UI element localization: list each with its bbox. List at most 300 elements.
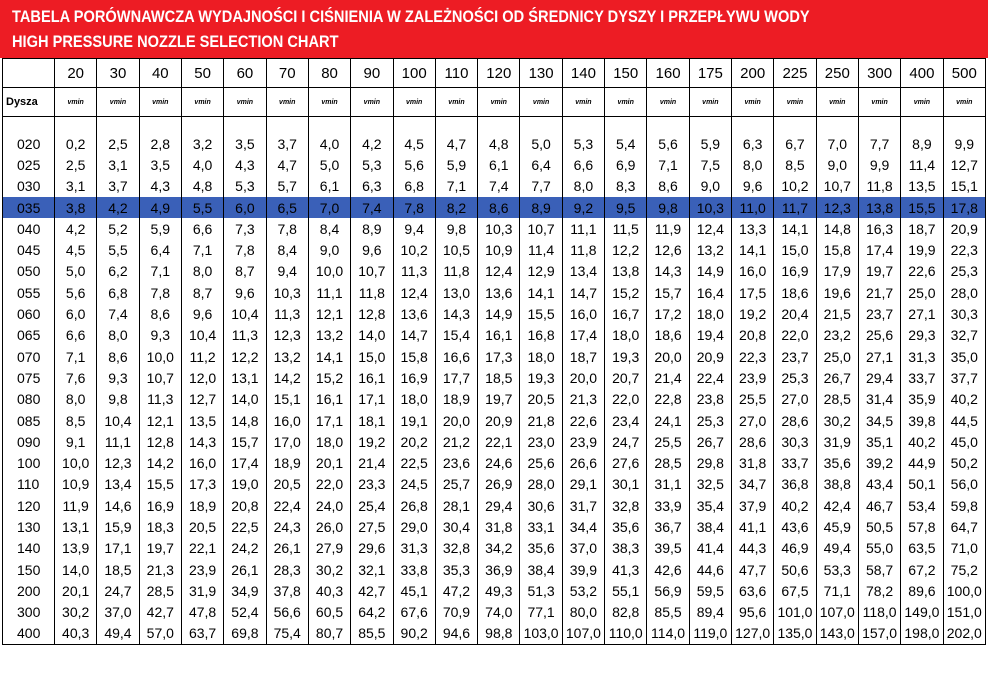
- flow-value-cell: 31,3: [901, 346, 943, 367]
- table-row: [3, 325, 986, 346]
- flow-value-cell: 16,0: [732, 261, 774, 282]
- flow-value-cell: 8,0: [55, 389, 97, 410]
- flow-value-cell: 6,8: [393, 176, 435, 197]
- flow-value-cell: 8,3: [605, 176, 647, 197]
- flow-value-cell: 34,9: [224, 580, 266, 601]
- flow-value-cell: 15,1: [266, 389, 308, 410]
- flow-value-cell: 15,7: [647, 282, 689, 303]
- unit-label-cell: vmin: [647, 88, 689, 117]
- flow-value-cell: 7,8: [393, 197, 435, 218]
- flow-value-cell: 22,4: [266, 495, 308, 516]
- flow-value-cell: 12,8: [139, 431, 181, 452]
- flow-value-cell: 32,8: [435, 538, 477, 559]
- flow-value-cell: 9,1: [55, 431, 97, 452]
- flow-value-cell: 47,8: [181, 602, 223, 623]
- flow-value-cell: 143,0: [816, 623, 858, 645]
- flow-value-cell: 22,3: [732, 346, 774, 367]
- nozzle-size-cell: 055: [3, 282, 55, 303]
- flow-value-cell: 14,1: [774, 218, 816, 239]
- flow-value-cell: 5,3: [224, 176, 266, 197]
- flow-value-cell: 37,0: [97, 602, 139, 623]
- spacer-cell: [393, 117, 435, 134]
- flow-value-cell: 4,5: [393, 133, 435, 154]
- flow-value-cell: 101,0: [774, 602, 816, 623]
- flow-value-cell: 13,8: [605, 261, 647, 282]
- flow-value-cell: 27,5: [351, 516, 393, 537]
- flow-value-cell: 14,8: [816, 218, 858, 239]
- flow-value-cell: 23,8: [689, 389, 731, 410]
- flow-value-cell: 23,9: [562, 431, 604, 452]
- flow-value-cell: 6,6: [181, 218, 223, 239]
- flow-value-cell: 35,6: [520, 538, 562, 559]
- flow-value-cell: 26,6: [562, 452, 604, 473]
- table-row: [3, 261, 986, 282]
- flow-value-cell: 29,4: [858, 367, 900, 388]
- flow-value-cell: 8,5: [774, 154, 816, 175]
- flow-value-cell: 32,5: [689, 474, 731, 495]
- flow-value-cell: 13,6: [478, 282, 520, 303]
- flow-value-cell: 17,3: [478, 346, 520, 367]
- flow-value-cell: 7,5: [689, 154, 731, 175]
- flow-value-cell: 7,1: [55, 346, 97, 367]
- spacer-cell: [774, 117, 816, 134]
- flow-value-cell: 20,8: [224, 495, 266, 516]
- flow-value-cell: 30,3: [943, 303, 985, 324]
- flow-value-cell: 25,3: [774, 367, 816, 388]
- flow-value-cell: 7,4: [351, 197, 393, 218]
- flow-value-cell: 5,9: [435, 154, 477, 175]
- flow-value-cell: 11,8: [858, 176, 900, 197]
- flow-value-cell: 71,0: [943, 538, 985, 559]
- pressure-header-cell: 500: [943, 59, 985, 88]
- flow-value-cell: 10,7: [351, 261, 393, 282]
- pressure-header-cell: 100: [393, 59, 435, 88]
- table-row: [3, 516, 986, 537]
- flow-value-cell: 118,0: [858, 602, 900, 623]
- flow-value-cell: 5,7: [266, 176, 308, 197]
- flow-value-cell: 22,6: [901, 261, 943, 282]
- flow-value-cell: 5,0: [520, 133, 562, 154]
- flow-value-cell: 80,0: [562, 602, 604, 623]
- nozzle-size-cell: 065: [3, 325, 55, 346]
- flow-value-cell: 27,0: [774, 389, 816, 410]
- flow-value-cell: 75,4: [266, 623, 308, 645]
- nozzle-size-cell: 020: [3, 133, 55, 154]
- flow-value-cell: 28,0: [520, 474, 562, 495]
- flow-value-cell: 9,6: [224, 282, 266, 303]
- nozzle-size-cell: 050: [3, 261, 55, 282]
- flow-value-cell: 10,4: [97, 410, 139, 431]
- flow-value-cell: 14,3: [181, 431, 223, 452]
- flow-value-cell: 3,5: [139, 154, 181, 175]
- nozzle-size-cell: 035: [3, 197, 55, 218]
- flow-value-cell: 25,0: [901, 282, 943, 303]
- flow-value-cell: 42,7: [351, 580, 393, 601]
- spacer-cell: [224, 117, 266, 134]
- flow-value-cell: 18,9: [266, 452, 308, 473]
- flow-value-cell: 9,4: [393, 218, 435, 239]
- flow-value-cell: 5,0: [55, 261, 97, 282]
- flow-value-cell: 14,3: [435, 303, 477, 324]
- flow-value-cell: 9,0: [689, 176, 731, 197]
- flow-value-cell: 29,0: [393, 516, 435, 537]
- flow-value-cell: 28,0: [943, 282, 985, 303]
- flow-value-cell: 18,0: [520, 346, 562, 367]
- flow-value-cell: 28,5: [647, 452, 689, 473]
- flow-value-cell: 21,3: [562, 389, 604, 410]
- flow-value-cell: 16,1: [478, 325, 520, 346]
- flow-value-cell: 10,3: [478, 218, 520, 239]
- spacer-cell: [689, 117, 731, 134]
- flow-value-cell: 8,9: [520, 197, 562, 218]
- flow-value-cell: 9,5: [605, 197, 647, 218]
- spacer-row: [3, 117, 986, 134]
- flow-value-cell: 25,6: [520, 452, 562, 473]
- flow-value-cell: 5,6: [55, 282, 97, 303]
- pressure-header-row: [3, 59, 986, 88]
- flow-value-cell: 13,3: [732, 218, 774, 239]
- flow-value-cell: 25,6: [858, 325, 900, 346]
- flow-value-cell: 15,4: [435, 325, 477, 346]
- flow-value-cell: 44,3: [732, 538, 774, 559]
- flow-value-cell: 39,5: [647, 538, 689, 559]
- flow-value-cell: 94,6: [435, 623, 477, 645]
- flow-value-cell: 6,2: [97, 261, 139, 282]
- flow-value-cell: 27,1: [858, 346, 900, 367]
- flow-value-cell: 11,1: [308, 282, 350, 303]
- flow-value-cell: 17,1: [308, 410, 350, 431]
- nozzle-size-cell: 080: [3, 389, 55, 410]
- flow-value-cell: 7,0: [816, 133, 858, 154]
- flow-value-cell: 6,0: [224, 197, 266, 218]
- table-body: [3, 59, 986, 645]
- nozzle-size-cell: 040: [3, 218, 55, 239]
- flow-value-cell: 7,7: [858, 133, 900, 154]
- flow-value-cell: 95,6: [732, 602, 774, 623]
- flow-value-cell: 8,6: [478, 197, 520, 218]
- flow-value-cell: 12,7: [943, 154, 985, 175]
- flow-value-cell: 8,7: [224, 261, 266, 282]
- spacer-cell: [55, 117, 97, 134]
- flow-value-cell: 13,8: [858, 197, 900, 218]
- flow-value-cell: 8,6: [97, 346, 139, 367]
- flow-value-cell: 8,4: [266, 239, 308, 260]
- pressure-header-cell: 70: [266, 59, 308, 88]
- flow-value-cell: 6,4: [139, 239, 181, 260]
- spacer-cell: [605, 117, 647, 134]
- flow-value-cell: 4,7: [266, 154, 308, 175]
- flow-value-cell: 8,0: [97, 325, 139, 346]
- flow-value-cell: 31,9: [816, 431, 858, 452]
- flow-value-cell: 15,0: [351, 346, 393, 367]
- flow-value-cell: 49,4: [97, 623, 139, 645]
- unit-label-cell: vmin: [562, 88, 604, 117]
- flow-value-cell: 29,4: [478, 495, 520, 516]
- flow-value-cell: 16,0: [266, 410, 308, 431]
- flow-value-cell: 13,0: [435, 282, 477, 303]
- nozzle-selection-table: [2, 58, 986, 645]
- flow-value-cell: 17,1: [97, 538, 139, 559]
- flow-value-cell: 29,8: [689, 452, 731, 473]
- nozzle-size-cell: 130: [3, 516, 55, 537]
- flow-value-cell: 10,0: [55, 452, 97, 473]
- flow-value-cell: 19,6: [816, 282, 858, 303]
- flow-value-cell: 11,3: [139, 389, 181, 410]
- flow-value-cell: 15,5: [520, 303, 562, 324]
- flow-value-cell: 14,7: [562, 282, 604, 303]
- flow-value-cell: 5,9: [689, 133, 731, 154]
- flow-value-cell: 59,5: [689, 580, 731, 601]
- unit-label-cell: vmin: [266, 88, 308, 117]
- flow-value-cell: 8,2: [435, 197, 477, 218]
- flow-value-cell: 40,2: [943, 389, 985, 410]
- nozzle-size-cell: 100: [3, 452, 55, 473]
- table-row-highlighted: [3, 197, 986, 218]
- flow-value-cell: 12,3: [97, 452, 139, 473]
- flow-value-cell: 45,9: [816, 516, 858, 537]
- flow-value-cell: 4,3: [224, 154, 266, 175]
- flow-value-cell: 4,8: [478, 133, 520, 154]
- flow-value-cell: 20,9: [689, 346, 731, 367]
- flow-value-cell: 21,2: [435, 431, 477, 452]
- flow-value-cell: 67,6: [393, 602, 435, 623]
- spacer-cell: [97, 117, 139, 134]
- flow-value-cell: 18,0: [308, 431, 350, 452]
- flow-value-cell: 4,5: [55, 239, 97, 260]
- nozzle-size-cell: 045: [3, 239, 55, 260]
- flow-value-cell: 3,8: [55, 197, 97, 218]
- flow-value-cell: 37,9: [732, 495, 774, 516]
- nozzle-size-cell: 140: [3, 538, 55, 559]
- table-row: [3, 559, 986, 580]
- spacer-cell: [732, 117, 774, 134]
- table-row: [3, 495, 986, 516]
- flow-value-cell: 25,4: [351, 495, 393, 516]
- flow-value-cell: 35,3: [435, 559, 477, 580]
- unit-label-cell: vmin: [816, 88, 858, 117]
- flow-value-cell: 11,8: [351, 282, 393, 303]
- flow-value-cell: 24,2: [224, 538, 266, 559]
- flow-value-cell: 14,7: [393, 325, 435, 346]
- flow-value-cell: 14,1: [732, 239, 774, 260]
- flow-value-cell: 32,8: [605, 495, 647, 516]
- flow-value-cell: 3,2: [181, 133, 223, 154]
- flow-value-cell: 47,2: [435, 580, 477, 601]
- table-row: [3, 474, 986, 495]
- flow-value-cell: 33,7: [774, 452, 816, 473]
- flow-value-cell: 12,7: [181, 389, 223, 410]
- flow-value-cell: 11,1: [97, 431, 139, 452]
- pressure-header-cell: 160: [647, 59, 689, 88]
- flow-value-cell: 13,5: [901, 176, 943, 197]
- flow-value-cell: 35,4: [689, 495, 731, 516]
- flow-value-cell: 7,1: [435, 176, 477, 197]
- flow-value-cell: 25,3: [689, 410, 731, 431]
- flow-value-cell: 23,0: [520, 431, 562, 452]
- flow-value-cell: 13,2: [308, 325, 350, 346]
- spacer-cell: [351, 117, 393, 134]
- flow-value-cell: 31,7: [562, 495, 604, 516]
- table-row: [3, 367, 986, 388]
- flow-value-cell: 71,1: [816, 580, 858, 601]
- flow-value-cell: 7,8: [266, 218, 308, 239]
- flow-value-cell: 13,9: [55, 538, 97, 559]
- pressure-header-cell: 120: [478, 59, 520, 88]
- flow-value-cell: 50,6: [774, 559, 816, 580]
- flow-value-cell: 4,9: [139, 197, 181, 218]
- flow-value-cell: 33,9: [647, 495, 689, 516]
- flow-value-cell: 52,4: [224, 602, 266, 623]
- flow-value-cell: 43,6: [774, 516, 816, 537]
- flow-value-cell: 12,2: [224, 346, 266, 367]
- flow-value-cell: 32,7: [943, 325, 985, 346]
- flow-value-cell: 17,3: [181, 474, 223, 495]
- spacer-cell: [266, 117, 308, 134]
- flow-value-cell: 36,8: [774, 474, 816, 495]
- flow-value-cell: 22,0: [605, 389, 647, 410]
- flow-value-cell: 38,4: [689, 516, 731, 537]
- flow-value-cell: 14,2: [266, 367, 308, 388]
- flow-value-cell: 34,2: [478, 538, 520, 559]
- flow-value-cell: 7,8: [139, 282, 181, 303]
- flow-value-cell: 9,2: [562, 197, 604, 218]
- unit-label-cell: vmin: [689, 88, 731, 117]
- flow-value-cell: 36,7: [647, 516, 689, 537]
- flow-value-cell: 2,8: [139, 133, 181, 154]
- pressure-header-cell: 175: [689, 59, 731, 88]
- flow-value-cell: 31,8: [732, 452, 774, 473]
- flow-value-cell: 42,7: [139, 602, 181, 623]
- flow-value-cell: 63,6: [732, 580, 774, 601]
- flow-value-cell: 60,5: [308, 602, 350, 623]
- flow-value-cell: 16,4: [689, 282, 731, 303]
- flow-value-cell: 33,7: [901, 367, 943, 388]
- flow-value-cell: 3,1: [55, 176, 97, 197]
- flow-value-cell: 16,7: [605, 303, 647, 324]
- flow-value-cell: 41,1: [732, 516, 774, 537]
- flow-value-cell: 20,2: [393, 431, 435, 452]
- flow-value-cell: 56,9: [647, 580, 689, 601]
- flow-value-cell: 41,3: [605, 559, 647, 580]
- flow-value-cell: 22,1: [181, 538, 223, 559]
- flow-value-cell: 11,4: [901, 154, 943, 175]
- flow-value-cell: 17,8: [943, 197, 985, 218]
- flow-value-cell: 8,4: [308, 218, 350, 239]
- flow-value-cell: 4,2: [351, 133, 393, 154]
- flow-value-cell: 7,8: [224, 239, 266, 260]
- flow-value-cell: 14,9: [478, 303, 520, 324]
- flow-value-cell: 34,4: [562, 516, 604, 537]
- flow-value-cell: 7,1: [139, 261, 181, 282]
- flow-value-cell: 25,7: [435, 474, 477, 495]
- table-row: [3, 623, 986, 645]
- flow-value-cell: 19,2: [732, 303, 774, 324]
- flow-value-cell: 67,2: [901, 559, 943, 580]
- unit-label-cell: vmin: [308, 88, 350, 117]
- flow-value-cell: 13,1: [224, 367, 266, 388]
- flow-value-cell: 10,5: [435, 239, 477, 260]
- flow-value-cell: 16,3: [858, 218, 900, 239]
- flow-value-cell: 6,3: [351, 176, 393, 197]
- pressure-header-cell: 40: [139, 59, 181, 88]
- table-row: [3, 282, 986, 303]
- flow-value-cell: 13,6: [393, 303, 435, 324]
- flow-value-cell: 8,5: [55, 410, 97, 431]
- flow-value-cell: 7,4: [97, 303, 139, 324]
- spacer-cell: [943, 117, 985, 134]
- flow-value-cell: 57,0: [139, 623, 181, 645]
- flow-value-cell: 27,9: [308, 538, 350, 559]
- flow-value-cell: 6,1: [308, 176, 350, 197]
- flow-value-cell: 14,3: [647, 261, 689, 282]
- flow-value-cell: 18,5: [478, 367, 520, 388]
- flow-value-cell: 202,0: [943, 623, 985, 645]
- flow-value-cell: 42,6: [647, 559, 689, 580]
- flow-value-cell: 14,1: [520, 282, 562, 303]
- flow-value-cell: 42,4: [816, 495, 858, 516]
- flow-value-cell: 70,9: [435, 602, 477, 623]
- flow-value-cell: 20,9: [478, 410, 520, 431]
- flow-value-cell: 23,7: [858, 303, 900, 324]
- flow-value-cell: 8,0: [181, 261, 223, 282]
- flow-value-cell: 8,6: [139, 303, 181, 324]
- flow-value-cell: 15,5: [901, 197, 943, 218]
- nozzle-size-cell: 030: [3, 176, 55, 197]
- flow-value-cell: 32,1: [351, 559, 393, 580]
- flow-value-cell: 19,7: [139, 538, 181, 559]
- flow-value-cell: 18,0: [393, 389, 435, 410]
- flow-value-cell: 21,3: [139, 559, 181, 580]
- unit-header-row: [3, 88, 986, 117]
- spacer-cell: [3, 117, 55, 134]
- flow-value-cell: 11,8: [562, 239, 604, 260]
- flow-value-cell: 12,3: [266, 325, 308, 346]
- pressure-header-cell: 200: [732, 59, 774, 88]
- flow-value-cell: 5,5: [97, 239, 139, 260]
- pressure-header-cell: 110: [435, 59, 477, 88]
- flow-value-cell: 18,0: [689, 303, 731, 324]
- flow-value-cell: 20,8: [732, 325, 774, 346]
- flow-value-cell: 31,9: [181, 580, 223, 601]
- flow-value-cell: 7,3: [224, 218, 266, 239]
- flow-value-cell: 29,3: [901, 325, 943, 346]
- flow-value-cell: 9,8: [97, 389, 139, 410]
- flow-value-cell: 17,7: [435, 367, 477, 388]
- flow-value-cell: 20,1: [55, 580, 97, 601]
- flow-value-cell: 24,0: [308, 495, 350, 516]
- flow-value-cell: 10,4: [181, 325, 223, 346]
- flow-value-cell: 12,4: [393, 282, 435, 303]
- table-row: [3, 154, 986, 175]
- flow-value-cell: 53,2: [562, 580, 604, 601]
- flow-value-cell: 17,9: [816, 261, 858, 282]
- flow-value-cell: 26,1: [266, 538, 308, 559]
- unit-label-cell: vmin: [858, 88, 900, 117]
- flow-value-cell: 31,1: [647, 474, 689, 495]
- flow-value-cell: 2,5: [55, 154, 97, 175]
- table-row: [3, 303, 986, 324]
- nozzle-size-cell: 120: [3, 495, 55, 516]
- flow-value-cell: 30,3: [774, 431, 816, 452]
- flow-value-cell: 3,5: [224, 133, 266, 154]
- flow-value-cell: 15,5: [139, 474, 181, 495]
- flow-value-cell: 19,4: [689, 325, 731, 346]
- flow-value-cell: 15,2: [308, 367, 350, 388]
- flow-value-cell: 22,3: [943, 239, 985, 260]
- flow-value-cell: 151,0: [943, 602, 985, 623]
- flow-value-cell: 57,8: [901, 516, 943, 537]
- pressure-header-cell: 140: [562, 59, 604, 88]
